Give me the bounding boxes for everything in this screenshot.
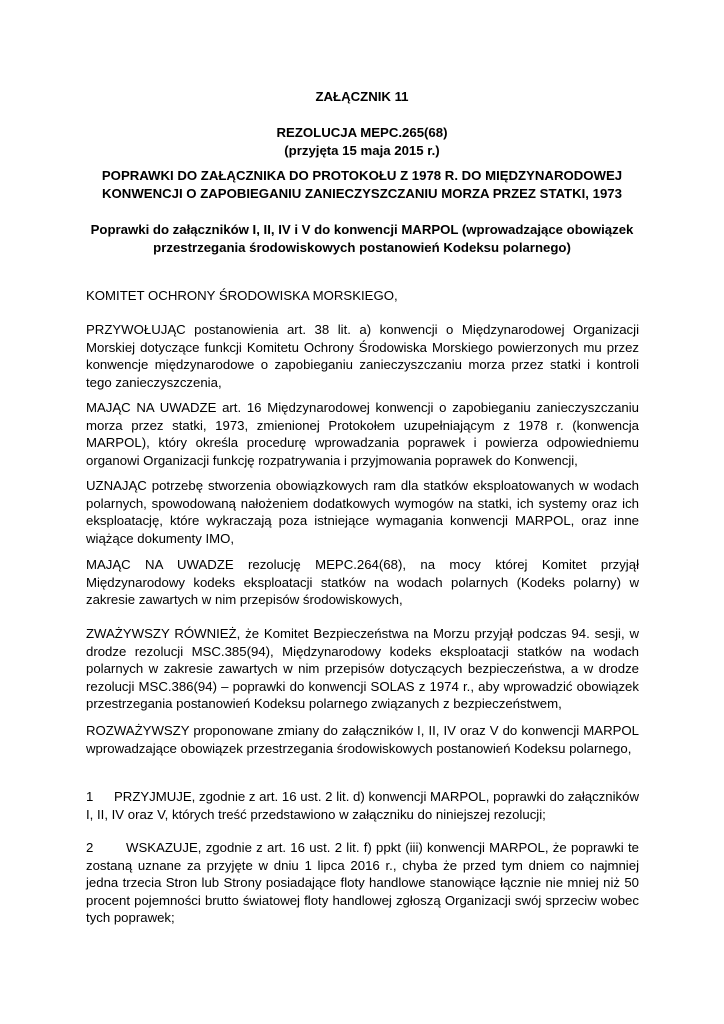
annex-title-text: ZAŁĄCZNIK 11 (315, 89, 409, 104)
operative-text-1: PRZYJMUJE, zgodnie z art. 16 ust. 2 lit. d) konwencji MARPOL, poprawki do załączników I, II, IV oraz V, których treść przedstawiono w załączniku do niniejszej rezolucji; (86, 789, 639, 822)
preamble-having-considered: ROZWAŻYWSZY proponowane zmiany do załączników I, II, IV oraz V do konwencji MARPOL wprowadzające obowiązek przestrzegania środowiskowych postanowień Kodeksu polarnego, (86, 723, 639, 756)
operative-number-1: 1 (86, 789, 94, 804)
main-heading-line-2: KONWENCJI O ZAPOBIEGANIU ZANIECZYSZCZANIU MORZA PRZEZ STATKI, 1973 (102, 186, 622, 201)
resolution-heading (60, 124, 664, 160)
sub-heading-line-1: Poprawki do załączników I, II, IV i V do konwencji MARPOL (wprowadzające obowiązek (90, 222, 634, 237)
operative-text-2: WSKAZUJE, zgodnie z art. 16 ust. 2 lit. f) ppkt (iii) konwencji MARPOL, że poprawki te zostaną uznane za przyjęte w dniu 1 lipca 2016 r., chyba że przed tym dniem co najmniej jedna trzecia Stron lub Strony posiadające floty handlowe stanowiące łącznie nie mniej niż 50 procent pojemności brutto światowej floty handlowej zgłoszą Organizacji swój sprzeciw wobec tych poprawek; (86, 840, 639, 925)
resolution-adoption-date: (przyjęta 15 maja 2015 r.) (284, 143, 440, 158)
main-heading (60, 167, 664, 203)
operative-paragraph-2 (86, 839, 639, 927)
operative-paragraph-1 (86, 788, 639, 823)
main-heading-line-1: POPRAWKI DO ZAŁĄCZNIKA DO PROTOKOŁU Z 1978 R. DO MIĘDZYNARODOWEJ (101, 168, 623, 183)
preamble-recalling: PRZYWOŁUJĄC postanowienia art. 38 lit. a) konwencji o Międzynarodowej Organizacji Morskiej dotyczące funkcji Komitetu Ochrony Środowiska Morskiego powierzonych mu przez konwencje międzynarodowe o zapobieganiu zanieczyszczaniu morza przez statki i kontroli tego zanieczyszczenia, (86, 322, 639, 390)
sub-heading (60, 221, 664, 257)
sub-heading-line-2: przestrzegania środowiskowych postanowień Kodeksu polarnego) (153, 240, 571, 255)
preamble-noting-mepc264: MAJĄC NA UWADZE rezolucję MEPC.264(68), na mocy której Komitet przyjął Międzynarodowy kodeks eksploatacji statków na wodach polarnych (Kodeks polarny) w zakresie zawartych w nim przepisów środowiskowych, (86, 557, 639, 607)
preamble-noting-art16: MAJĄC NA UWADZE art. 16 Międzynarodowej konwencji o zapobieganiu zanieczyszczaniu morza przez statki, 1973, zmienionej Protokołem uzupełniającym z 1978 r. (konwencja MARPOL), który określa procedurę wprowadzania poprawek i powierza odpowiedniemu organowi Organizacji funkcję rozpatrywania i przyjmowania poprawek do Konwencji, (86, 400, 639, 468)
annex-title (60, 88, 664, 106)
resolution-title: REZOLUCJA MEPC.265(68) (276, 125, 448, 140)
operative-number-2: 2 (86, 840, 94, 855)
preamble-committee: KOMITET OCHRONY ŚRODOWISKA MORSKIEGO, (86, 288, 398, 303)
preamble-noting-also: ZWAŻYWSZY RÓWNIEŻ, że Komitet Bezpieczeństwa na Morzu przyjął podczas 94. sesji, w drodze rezolucji MSC.385(94), Międzynarodowy kodeks eksploatacji statków na wodach polarnych w zakresie zawartych w nim przepisów dotyczących bezpieczeństwa, a w drodze rezolucji MSC.386(94) – poprawki do konwencji SOLAS z 1974 r., aby wprowadzić obowiązek przestrzegania postanowień Kodeksu polarnego związanych z bezpieczeństwem, (86, 626, 639, 711)
preamble-recognizing: UZNAJĄC potrzebę stworzenia obowiązkowych ram dla statków eksploatowanych w wodach polarnych, spowodowaną nałożeniem dodatkowych wymogów na statki, ich systemy oraz ich eksploatację, które wykraczają poza istniejące wymagania konwencji MARPOL, oraz inne wiążące dokumenty IMO, (86, 478, 639, 546)
